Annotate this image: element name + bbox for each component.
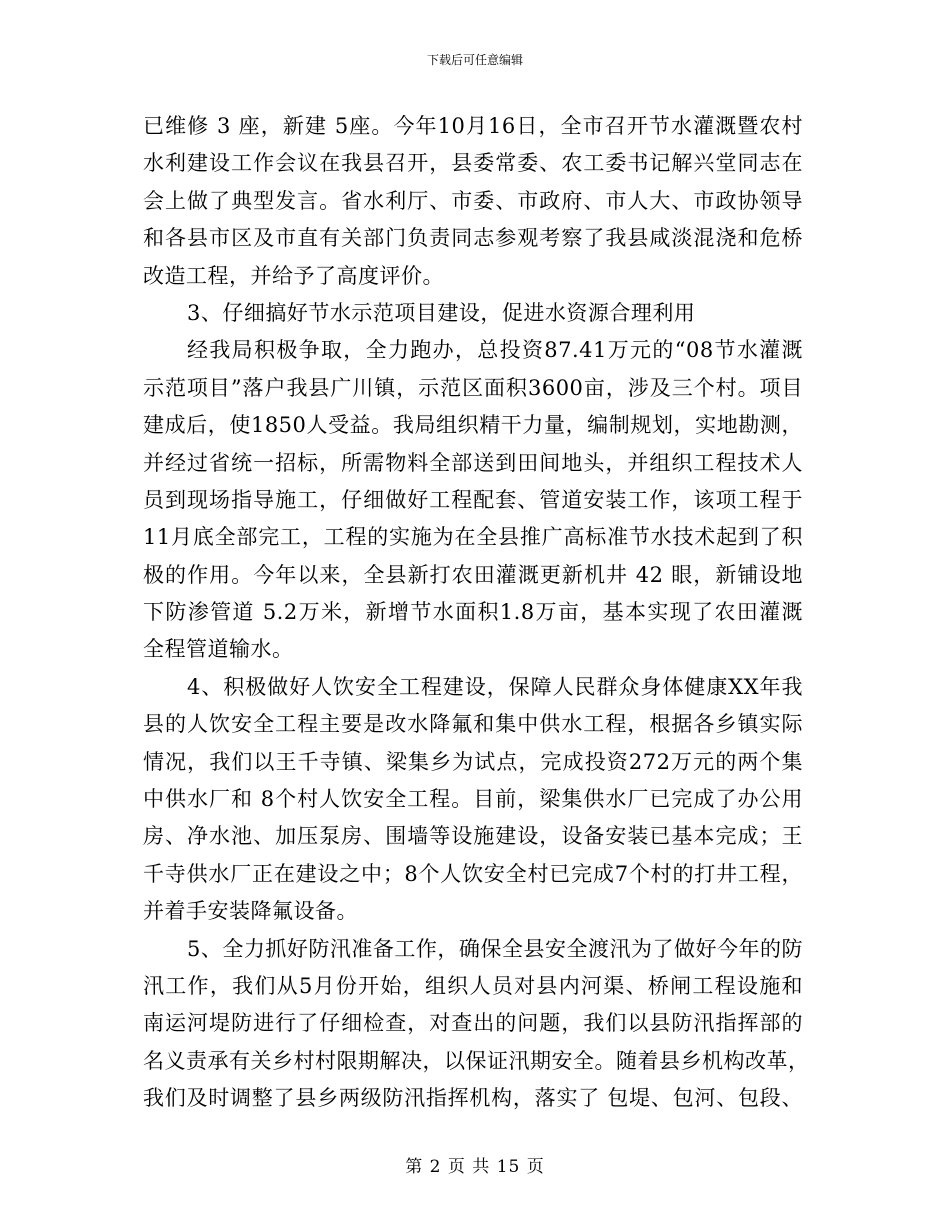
text-line: 员到现场指导施工，仔细做好工程配套、管道安装工作，该项工程于 (143, 487, 803, 512)
text-line: 汛工作，我们从5月份开始，组织人员对县内河渠、桥闸工程设施和 (143, 973, 803, 998)
text-line: 3、仔细搞好节水示范项目建设，促进水资源合理利用 (187, 300, 696, 325)
text-line: 5、全力抓好防汛准备工作，确保全县安全渡汛为了做好今年的防 (187, 936, 803, 961)
text-line: 11月底全部完工，工程的实施为在全县推广高标准节水技术起到了积 (143, 525, 803, 550)
page-header: 下载后可任意编辑 (426, 53, 523, 67)
text-line: 经我局积极争取，全力跑办，总投资87.41万元的“08节水灌溉 (187, 338, 803, 363)
text-line: 下防渗管道 5.2万米，新增节水面积1.8万亩，基本实现了农田灌溉 (143, 600, 803, 625)
text-line: 极的作用。今年以来，全县新打农田灌溉更新机井 42 眼，新铺设地 (143, 562, 803, 587)
text-line: 我们及时调整了县乡两级防汛指挥机构，落实了 包堤、包河、包段、 (143, 1086, 803, 1111)
text-line: 水利建设工作会议在我县召开，县委常委、农工委书记解兴堂同志在 (143, 151, 803, 176)
page-footer: 第 2 页 共 15 页 (405, 1157, 545, 1177)
text-line: 并经过省统一招标，所需物料全部送到田间地头，并组织工程技术人 (143, 450, 803, 475)
text-line: 改造工程，并给予了高度评价。 (143, 263, 444, 288)
text-line: 全程管道输水。 (143, 637, 294, 662)
text-line: 建成后，使1850人受益。我局组织精干力量，编制规划，实地勘测， (143, 413, 803, 438)
text-line: 示范项目”落户我县广川镇，示范区面积3600亩，涉及三个村。项目 (143, 375, 803, 400)
text-line: 和各县市区及市直有关部门负责同志参观考察了我县咸淡混浇和危桥 (143, 226, 803, 251)
text-line: 房、净水池、加压泵房、围墙等设施建设，设备安装已基本完成；王 (143, 824, 803, 849)
text-line: 会上做了典型发言。省水利厅、市委、市政府、市人大、市政协领导 (143, 188, 803, 213)
text-line: 并着手安装降氟设备。 (143, 899, 358, 924)
text-line: 4、积极做好人饮安全工程建设，保障人民群众身体健康XX年我 (187, 674, 803, 699)
text-line: 县的人饮安全工程主要是改水降氟和集中供水工程，根据各乡镇实际 (143, 712, 803, 737)
text-line: 中供水厂和 8个村人饮安全工程。目前，梁集供水厂已完成了办公用 (143, 787, 803, 812)
text-line: 千寺供水厂正在建设之中；8个人饮安全村已完成7个村的打井工程， (143, 861, 803, 886)
text-line: 南运河堤防进行了仔细检查，对查出的问题，我们以县防汛指挥部的 (143, 1011, 803, 1036)
text-line: 情况，我们以王千寺镇、梁集乡为试点，完成投资272万元的两个集 (143, 749, 803, 774)
document-body (143, 108, 810, 1118)
text-line: 名义责承有关乡村村限期解决，以保证汛期安全。随着县乡机构改革， (143, 1048, 810, 1073)
text-line: 已维修 3 座，新建 5座。今年10月16日，全市召开节水灌溉暨农村 (143, 114, 803, 138)
